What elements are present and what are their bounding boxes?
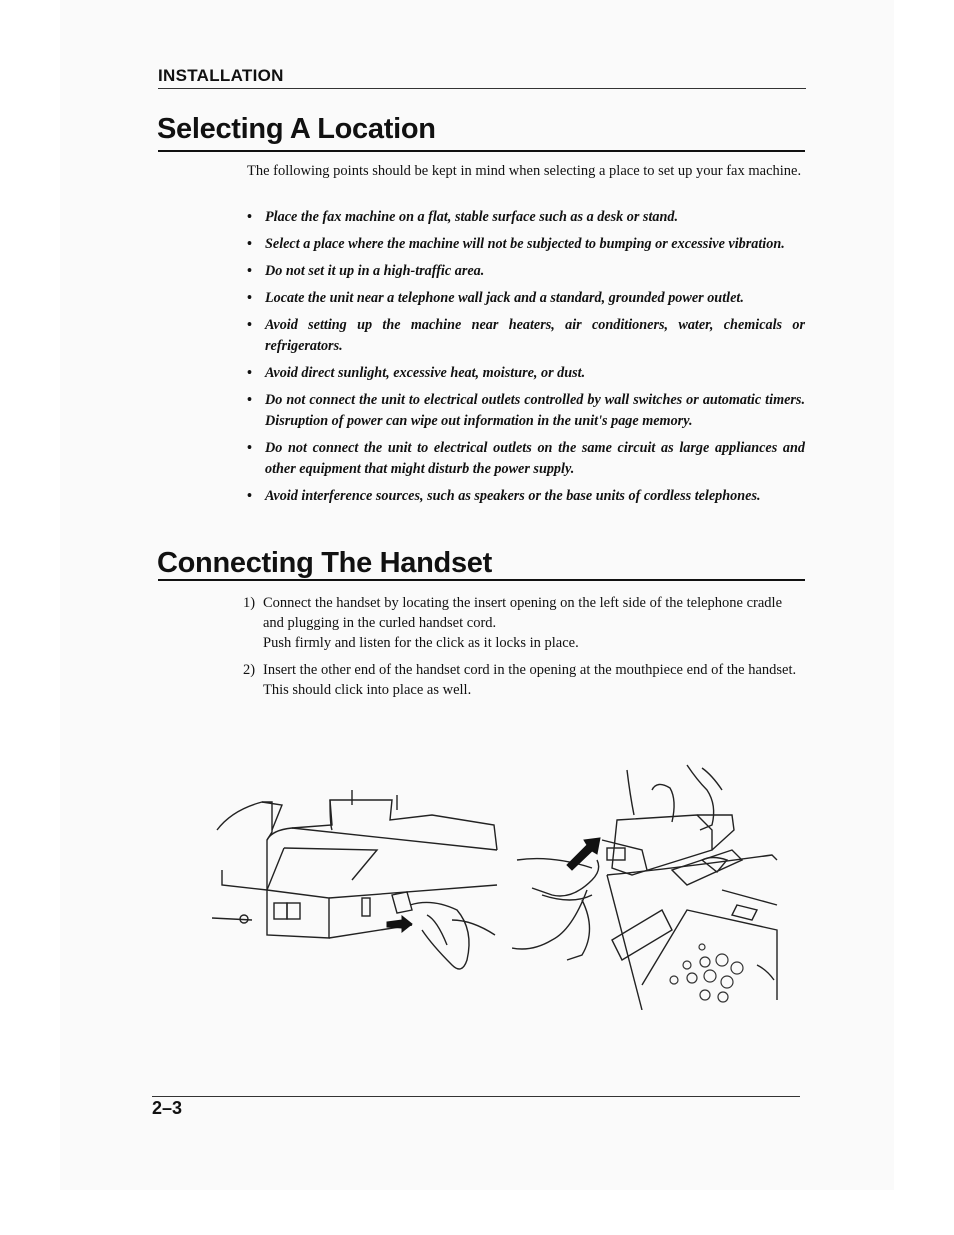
list-item: • Avoid interference sources, such as speakers or the base units of cordless telephones. xyxy=(247,488,761,504)
keypad-icon xyxy=(670,944,743,1002)
list-item: • Locate the unit near a telephone wall jack and a standard, grounded power outlet. xyxy=(247,290,744,306)
cradle-cord-illustration xyxy=(212,770,502,975)
list-item: • Do not connect the unit to electrical outlets controlled by wall switches or automatic timers. Disruption of power can wipe out information in the unit's page memory. xyxy=(247,392,805,429)
intro-paragraph: The following points should be kept in mind when selecting a place to set up your fax machine. xyxy=(247,163,802,179)
list-item: • Avoid setting up the machine near heaters, air conditioners, water, chemicals or refrigerators. xyxy=(247,317,805,354)
list-item: • Do not connect the unit to electrical outlets on the same circuit as large appliances and other equipment that might disturb the power supply. xyxy=(247,440,805,477)
arrow-icon xyxy=(387,916,412,932)
list-item: • Do not set it up in a high-traffic area. xyxy=(247,263,485,279)
section-label: INSTALLATION xyxy=(158,66,284,85)
heading-selecting-location: Selecting A Location xyxy=(157,113,436,145)
handset-cord-illustration xyxy=(512,760,784,1010)
list-item: • Place the fax machine on a flat, stable surface such as a desk or stand. xyxy=(247,209,679,225)
heading-connecting-handset: Connecting The Handset xyxy=(157,547,492,579)
handset-steps-list xyxy=(243,593,805,707)
header-rule xyxy=(158,88,806,89)
list-item: 1) Connect the handset by locating the insert opening on the left side of the telephone cradle and plugging in the curled handset cord. Push firmly and listen for the click as it locks in place. xyxy=(243,595,783,651)
list-item: 2) Insert the other end of the handset cord in the opening at the mouthpiece end of the handset. This should click into place as well. xyxy=(243,662,797,698)
page-number: 2–3 xyxy=(152,1098,183,1118)
list-item: • Select a place where the machine will not be subjected to bumping or excessive vibration. xyxy=(247,236,785,252)
list-item: • Avoid direct sunlight, excessive heat, moisture, or dust. xyxy=(247,365,586,381)
heading-rule xyxy=(158,579,805,581)
location-bullet-list xyxy=(247,207,805,513)
footer-rule xyxy=(152,1096,800,1097)
heading-rule xyxy=(158,150,805,152)
